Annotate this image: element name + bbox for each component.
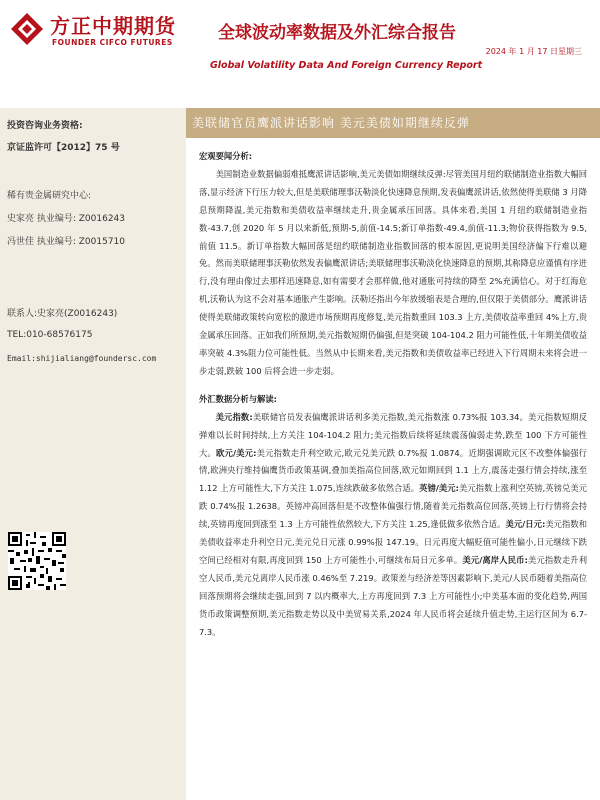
gbp-text: 美元指数上涨利空英镑,英镑兑美元跌 0.74%报 1.2638。英镑冲高回落但是不改整体偏强行情,随着美元指数高位回落,英镑上行行情将会持续,英镑再度回到涨至 1.3 上方可能性依然较大,下方关注 1.25,逢低做多依然合适。 [199, 483, 587, 530]
headline-banner [186, 108, 600, 138]
jpy-text: 美元指数和美债收益率走升利空日元,美元兑日元涨 0.99%报 147.19。日元再度大幅贬值可能性偏小,日元继续下跌空间已经相对有限,再度回到 150 上方可能性小,可继续布局日元多单。 [199, 519, 587, 565]
analyst-2: 冯世佳 执业编号: Z0015710 [7, 237, 126, 247]
gbp-label: 英镑/美元: [419, 483, 459, 494]
fx-heading: 外汇数据分析与解读: [199, 393, 277, 404]
contact-person: 联系人:史家亮(Z0016243) [7, 309, 118, 319]
qr-code-icon [8, 532, 66, 590]
fx-paragraph [199, 409, 587, 642]
report-header [0, 0, 600, 90]
cny-text: 美元指数走升利空人民币,美元兑离岸人民币涨 0.46%至 7.219。政策差与经济差等因素影响下,美元/人民币随着美指高位回落预期将会继续走强,回到 7 以内概率大,上方再度回到 7.3 上方可能性小;中美基本面的变化趋势,两国货币政策调整预期,美元指数走势以及中美贸易关系,2024 年人民币将会延续升值走势,主运行区间为 6.7-7.3。 [199, 554, 587, 637]
report-date: 2024 年 1 月 17 日星期三 [485, 47, 582, 56]
qualification-label: 投资咨询业务资格: [7, 121, 83, 131]
report-body [199, 148, 587, 641]
usd-text: 美联储官员发表偏鹰派讲话利多美元指数,美元指数涨 0.73%报 103.34。美元指数短期反弹难以长时间持续,上方关注 104-104.2 阻力;美元指数后续将延续震荡偏弱走势,跌至 100 下方可能性大。 [199, 411, 587, 458]
eur-label: 欧元/美元: [215, 447, 257, 458]
analyst-1: 史家亮 执业编号: Z0016243 [7, 214, 126, 224]
sidebar [0, 108, 186, 800]
research-center: 稀有贵金属研究中心: [7, 191, 92, 201]
report-title: 全球波动率数据及外汇综合报告 [218, 23, 456, 43]
license-number: 京证监许可【2012】75 号 [7, 143, 120, 153]
report-title-en: Global Volatility Data And Foreign Currency Report [210, 60, 483, 71]
founder-logo-icon [10, 12, 44, 46]
contact-tel: TEL:010-68576175 [7, 330, 93, 340]
contact-email[interactable]: Email:shijialiang@foundersc.com [7, 354, 157, 363]
eur-text: 美元指数走升利空欧元,欧元兑美元跌 0.7%报 1.0874。近期强调欧元区不改整体偏强行情,欧洲央行维持偏鹰货币政策基调,叠加美指高位回落,欧元如期回到 1.1 上方,震荡走强行情会持续,涨至 1.12 上方可能性大,下方关注 1.075,连续跌破多依然合适。 [199, 447, 587, 494]
jpy-label: 美元/日元: [505, 519, 546, 530]
usd-label: 美元指数: [215, 411, 253, 422]
company-name-cn: 方正中期期货 [50, 14, 176, 38]
macro-paragraph: 美国制造业数据偏弱难抵鹰派讲话影响,美元美债如期继续反弹:尽管美国月纽约联储制造业指数大幅回落,显示经济下行压力较大,但是美联储理事沃勒淡化快速降息预期,发表偏鹰派讲话,依然使得美联储 3 月降息预期降温,美元指数和美债收益率继续走升,贵金属承压回落。具体来看,美国 1 月纽约联储制造业指数-43.7,创 2020 年 5 月以来新低,预期-5,前值-14.5;新订单指数-49.4,前值-11.3;物价获得指数为 9.5,前值 11.5。新订单指数大幅回落是纽约联储制造业指数回落的根本原因,更说明美国经济偏下行难以避免。然而美联储理事沃勒依然发表偏鹰派讲话;美联储理事沃勒淡化快速降息的预期,其称降息应谨慎有序进行,没有理由像过去那样迅速降息,如有需要才会那样做,他对通胀可持续的降至 2%充满信心。对于红海危机,沃勒认为这不会对基本通胀产生影响。沃勒还指出今年放缓缩表是合理的,但仅限于美债部分。鹰派讲话使得美联储政策转向宽松的激进市场预期再度修复,美元指数重回 103.3 上方,美债收益率重回 4%上方,贵金属承压回落。正如我们所预期,美元指数短期仍偏强,但是突破 104-104.2 阻力可能性低,十年期美债收益率突破 4.3%阻力位可能性低。当然从中长期来看,美元指数和美债收益率已经进入下行周期未来将会进一步走弱,跌破 100 后将会进一步走弱。 [199, 168, 587, 376]
headline-text: 美联储官员鹰派讲话影响 美元美债如期继续反弹 [192, 116, 470, 130]
macro-heading: 宏观要闻分析: [199, 151, 253, 161]
company-name-en: FOUNDER CIFCO FUTURES [52, 38, 173, 47]
cny-label: 美元/离岸人民币: [462, 554, 528, 565]
